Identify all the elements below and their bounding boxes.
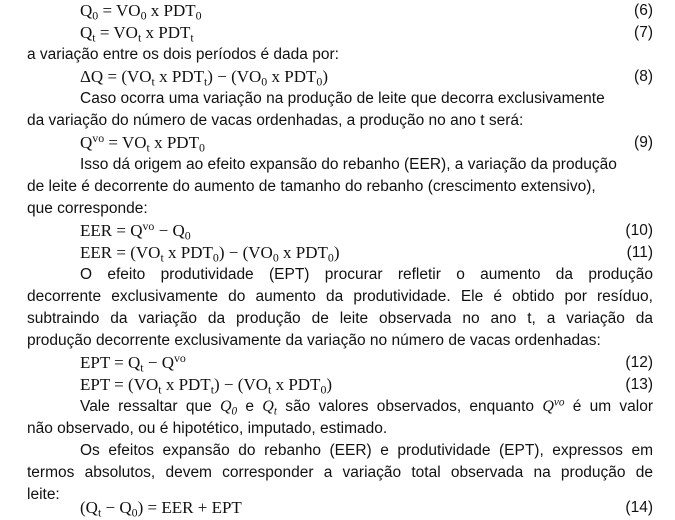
- paragraph-line: de leite é decorrente do aumento de tamanho do rebanho (crescimento extensivo),: [27, 178, 596, 195]
- equation-13-row: [0, 374, 675, 396]
- equation-8-row: [0, 66, 675, 88]
- paragraph-line: subtraindo da variação da produção de leite observada no ano t, a variação da: [27, 310, 653, 327]
- equation-number: (13): [625, 376, 653, 393]
- equation-number: (11): [626, 244, 653, 261]
- paragraph-line: Caso ocorra uma variação na produção de leite que decorra exclusivamente: [80, 90, 605, 107]
- inline-math: $Q^{vo}$: [542, 396, 565, 415]
- text-row: [0, 88, 675, 110]
- equation-13: EPT = ($VO_t$ x $PDT_t) - (VO_t$ x $PDT_0$): [80, 375, 333, 397]
- equation-12: EPT = $Q_t - Q^{vo}$: [80, 351, 186, 375]
- text-row: [0, 198, 675, 220]
- equation-10-row: [0, 220, 675, 242]
- paragraph-line: leite:: [27, 486, 60, 503]
- equation-11-row: [0, 242, 675, 264]
- equation-number: (7): [634, 24, 653, 41]
- paragraph-line: termos absolutos, devem corresponder a variação total observada na produção de: [27, 464, 653, 481]
- equation-6: $Q_0 = VO_0$ x $PDT_0$: [80, 1, 202, 23]
- equation-6-row: [0, 0, 675, 22]
- paragraph-line: não observado, ou é hipotético, imputado, estimado.: [27, 420, 388, 437]
- text-row: [0, 418, 675, 440]
- paragraph-line: da variação do número de vacas ordenhadas, a produção no ano t será:: [27, 112, 524, 129]
- inline-math: $Q_0$: [219, 398, 238, 418]
- equation-number: (14): [625, 499, 653, 516]
- equation-9-row: [0, 132, 675, 154]
- equation-12-row: [0, 352, 675, 374]
- text-row: [0, 154, 675, 176]
- equation-number: (12): [625, 354, 653, 371]
- paragraph-line: Isso dá origem ao efeito expansão do rebanho (EER), a variação da produção: [80, 156, 617, 173]
- equation-9: $Q^{vo} = VO_t$ x $PDT_0$: [80, 131, 205, 155]
- paragraph-line: decorrente exclusivamente do aumento da produtividade. Ele é obtido por resíduo,: [27, 288, 653, 305]
- text-row: [0, 110, 675, 132]
- equation-14: $(Q_t - Q_0)$ = EER + EPT: [80, 498, 242, 520]
- equation-7: $Q_t = VO_t$ x $PDT_t$: [80, 23, 194, 45]
- paragraph-line: O efeito produtividade (EPT) procurar refletir o aumento da produção: [80, 266, 653, 283]
- inline-math: $Q_t$: [262, 398, 277, 418]
- equation-8: $\Delta Q = (VO_t$ x $PDT_t) - (VO_0$ x $PDT_0$): [80, 67, 328, 89]
- text-row: [0, 308, 675, 330]
- paragraph-line: produção decorrente exclusivamente da variação no número de vacas ordenhadas:: [27, 332, 601, 349]
- equation-number: (10): [625, 222, 653, 239]
- equation-14-row: [0, 497, 675, 519]
- text-row: [0, 44, 675, 66]
- text-row: [0, 462, 675, 484]
- paragraph-line: Vale ressaltar que $Q_0$ e $Q_t$ são valores observados, enquanto $Q^{vo}$ é um valor: [80, 396, 653, 418]
- equation-10: EER = $Q^{vo} - Q_0$: [80, 219, 191, 243]
- text-row: [0, 286, 675, 308]
- equation-number: (6): [634, 2, 653, 19]
- paragraph-line: que corresponde:: [27, 200, 148, 217]
- equation-7-row: [0, 22, 675, 44]
- equation-number: (8): [634, 68, 653, 85]
- text-row: [0, 440, 675, 462]
- paragraph-line: Os efeitos expansão do rebanho (EER) e produtividade (EPT), expressos em: [80, 442, 653, 459]
- equation-11: EER = ($VO_t$ x $PDT_0) - (VO_0$ x $PDT_0$): [80, 243, 340, 265]
- text-row: [0, 264, 675, 286]
- text-row: [0, 396, 675, 418]
- paragraph-line: a variação entre os dois períodos é dada por:: [27, 46, 339, 63]
- equation-number: (9): [634, 134, 653, 151]
- text-row: [0, 330, 675, 352]
- text-row: [0, 176, 675, 198]
